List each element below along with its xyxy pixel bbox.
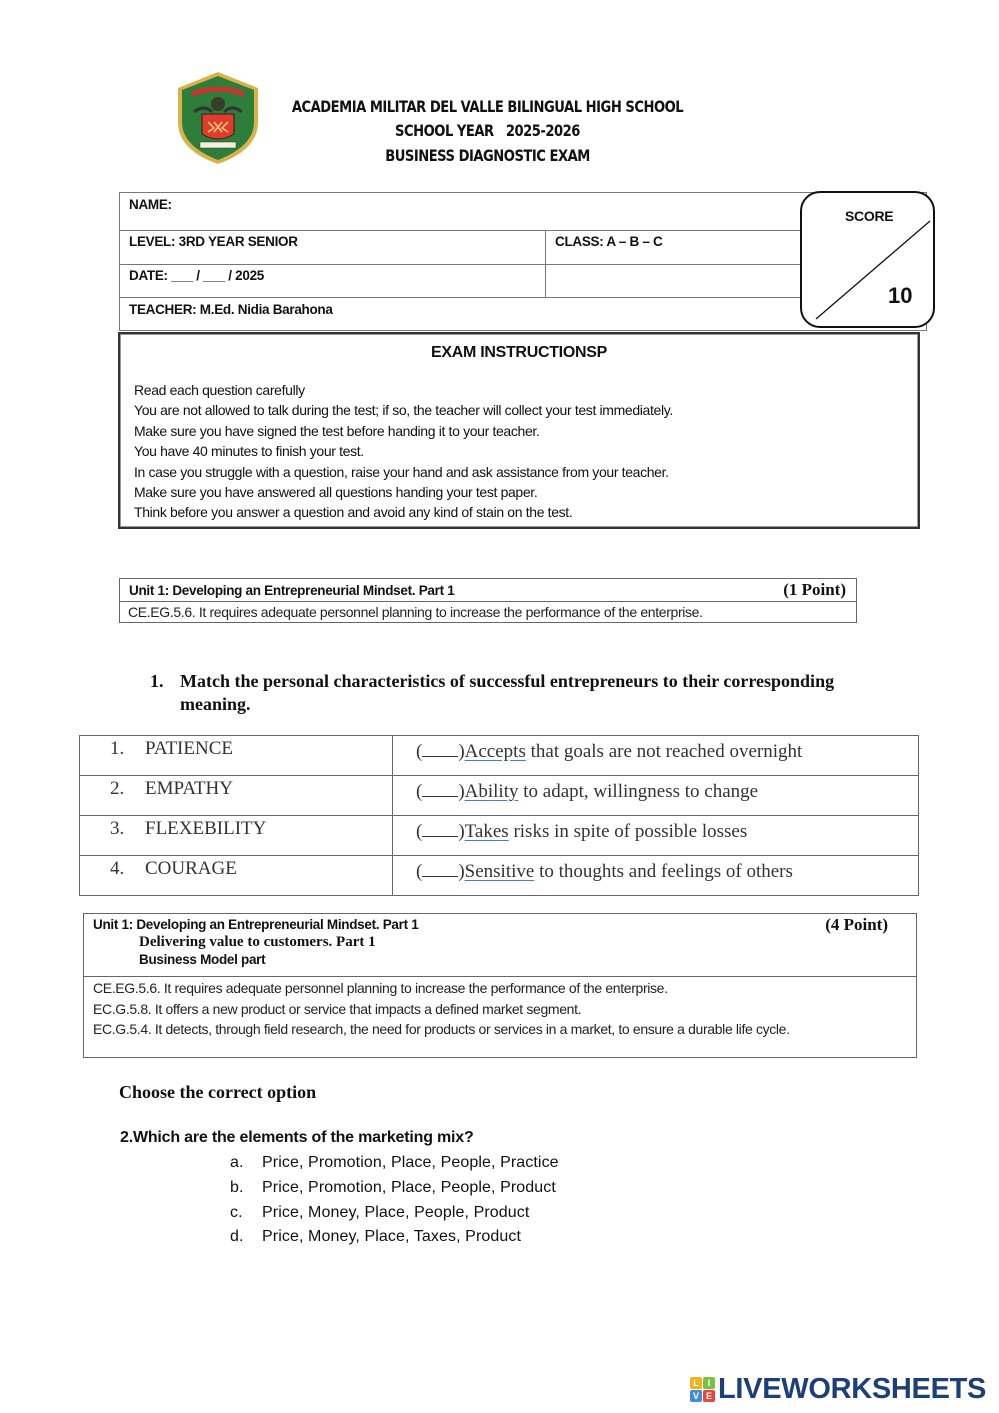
unit-points: (4 Point) bbox=[825, 915, 888, 934]
option-text: Price, Promotion, Place, People, Practice bbox=[262, 1154, 559, 1171]
tile-i: I bbox=[703, 1377, 715, 1389]
definition-text: to thoughts and feelings of others bbox=[534, 861, 793, 882]
name-field[interactable]: NAME: bbox=[129, 197, 172, 212]
definition-keyword: Sensitive bbox=[464, 861, 535, 882]
row-number: 3. bbox=[110, 818, 125, 839]
option-letter: a. bbox=[230, 1154, 244, 1171]
exam-title: BUSINESS DIAGNOSTIC EXAM bbox=[385, 146, 590, 165]
instruction-item: Read each question carefully bbox=[134, 382, 305, 398]
question-1 bbox=[150, 670, 870, 716]
unit-title: Unit 1: Developing an Entrepreneurial Mindset. Part 1 bbox=[93, 917, 419, 932]
option-d[interactable] bbox=[230, 1228, 559, 1253]
table-row: 1. PATIENCE ( )Accepts that goals are not reached overnight bbox=[80, 736, 919, 776]
date-field[interactable]: DATE: ___ / ___ / 2025 bbox=[129, 268, 264, 283]
level-label: LEVEL: 3RD YEAR SENIOR bbox=[129, 234, 298, 249]
exam-instructions-box bbox=[118, 332, 920, 529]
question-text: Match the personal characteristics of successful entrepreneurs to their corresponding meaning. bbox=[180, 671, 835, 714]
unit-standards bbox=[84, 977, 916, 1040]
unit-box-2 bbox=[83, 913, 917, 1058]
term: COURAGE bbox=[145, 858, 237, 879]
class-label: CLASS: A – B – C bbox=[555, 234, 663, 249]
option-text: Price, Money, Place, People, Product bbox=[262, 1203, 530, 1221]
unit-header bbox=[120, 579, 856, 602]
definition-keyword: Ability bbox=[464, 781, 519, 802]
unit-box-1 bbox=[119, 578, 857, 623]
brand-wordmark: LIVEWORKSHEETS bbox=[718, 1372, 987, 1405]
school-name: ACADEMIA MILITAR DEL VALLE BILINGUAL HIGH SCHOOL bbox=[291, 97, 684, 116]
liveworksheets-logo[interactable] bbox=[690, 1374, 986, 1404]
instructions-list bbox=[134, 380, 673, 523]
unit-subtitle: Delivering value to customers. Part 1 bbox=[139, 934, 376, 950]
unit-subtitle: Business Model part bbox=[139, 952, 266, 967]
unit-standard: EC.G.5.8. It offers a new product or service that impacts a defined market segment. bbox=[93, 1000, 582, 1017]
instruction-item: You are not allowed to talk during the test; if so, the teacher will collect your test immediately. bbox=[134, 402, 673, 419]
answer-blank[interactable] bbox=[422, 858, 458, 877]
instruction-item: You have 40 minutes to finish your test. bbox=[134, 443, 364, 460]
definition-text: to adapt, willingness to change bbox=[518, 781, 759, 802]
matching-table bbox=[79, 735, 919, 896]
unit-standard: CE.EG.5.6. It requires adequate personnel planning to increase the performance of the enterprise. bbox=[128, 604, 703, 620]
score-label: SCORE bbox=[845, 208, 894, 224]
row-number: 1. bbox=[110, 738, 125, 759]
instruction-item: Make sure you have answered all questions handing your test paper. bbox=[134, 484, 538, 501]
option-letter: b. bbox=[230, 1178, 244, 1196]
option-letter: c. bbox=[230, 1203, 243, 1221]
instruction-item: In case you struggle with a question, raise your hand and ask assistance from your teacher. bbox=[134, 463, 669, 480]
table-row: 3. FLEXEBILITY ( )Takes risks in spite of possible losses bbox=[80, 816, 919, 856]
definition-keyword: Takes bbox=[464, 821, 509, 842]
school-year: SCHOOL YEAR 2025-2026 bbox=[395, 121, 580, 140]
answer-blank[interactable] bbox=[422, 818, 458, 837]
option-c[interactable] bbox=[230, 1204, 559, 1229]
section-title: Choose the correct option bbox=[119, 1082, 317, 1102]
question-number: 1. bbox=[150, 671, 164, 691]
term: EMPATHY bbox=[145, 778, 233, 799]
definition-text: risks in spite of possible losses bbox=[508, 821, 748, 842]
option-b[interactable] bbox=[230, 1179, 559, 1204]
instructions-title: EXAM INSTRUCTIONSP bbox=[431, 344, 607, 361]
tile-e: E bbox=[703, 1390, 715, 1402]
unit-standard: CE.EG.5.6. It requires adequate personnel planning to increase the performance of the enterprise. bbox=[93, 980, 668, 996]
row-number: 2. bbox=[110, 778, 125, 799]
unit-header bbox=[84, 914, 916, 977]
answer-blank[interactable] bbox=[422, 778, 458, 797]
term: PATIENCE bbox=[145, 738, 233, 759]
row-number: 4. bbox=[110, 858, 125, 879]
instruction-item: Think before you answer a question and avoid any kind of stain on the test. bbox=[134, 504, 573, 521]
option-letter: d. bbox=[230, 1228, 244, 1246]
answer-options bbox=[230, 1154, 559, 1253]
option-a[interactable] bbox=[230, 1154, 559, 1179]
answer-blank[interactable] bbox=[422, 738, 458, 757]
school-crest-logo bbox=[174, 70, 262, 166]
score-box bbox=[800, 191, 935, 328]
unit-title: Unit 1: Developing an Entrepreneurial Mindset. Part 1 bbox=[129, 583, 455, 598]
table-row: 4. COURAGE ( )Sensitive to thoughts and feelings of others bbox=[80, 856, 919, 896]
shield-icon bbox=[174, 70, 262, 166]
live-tiles-icon bbox=[690, 1377, 715, 1402]
question-2-text: 2.Which are the elements of the marketing mix? bbox=[120, 1129, 474, 1146]
term: FLEXEBILITY bbox=[145, 818, 267, 839]
tile-v: V bbox=[690, 1390, 702, 1402]
tile-l: L bbox=[690, 1377, 702, 1389]
unit-points: (1 Point) bbox=[783, 580, 846, 599]
table-row: 2. EMPATHY ( )Ability to adapt, willingness to change bbox=[80, 776, 919, 816]
definition-text: that goals are not reached overnight bbox=[525, 741, 803, 762]
teacher-label: TEACHER: M.Ed. Nidia Barahona bbox=[129, 302, 333, 317]
unit-standard: EC.G.5.4. It detects, through field research, the need for products or services in a market, to ensure a durable life cycle. bbox=[93, 1021, 790, 1037]
definition-keyword: Accepts bbox=[464, 741, 526, 762]
option-text: Price, Promotion, Place, People, Product bbox=[262, 1178, 556, 1196]
score-total: 10 bbox=[888, 283, 913, 308]
instruction-item: Make sure you have signed the test before handing it to your teacher. bbox=[134, 422, 540, 439]
option-text: Price, Money, Place, Taxes, Product bbox=[262, 1228, 522, 1246]
column-divider bbox=[545, 231, 546, 298]
